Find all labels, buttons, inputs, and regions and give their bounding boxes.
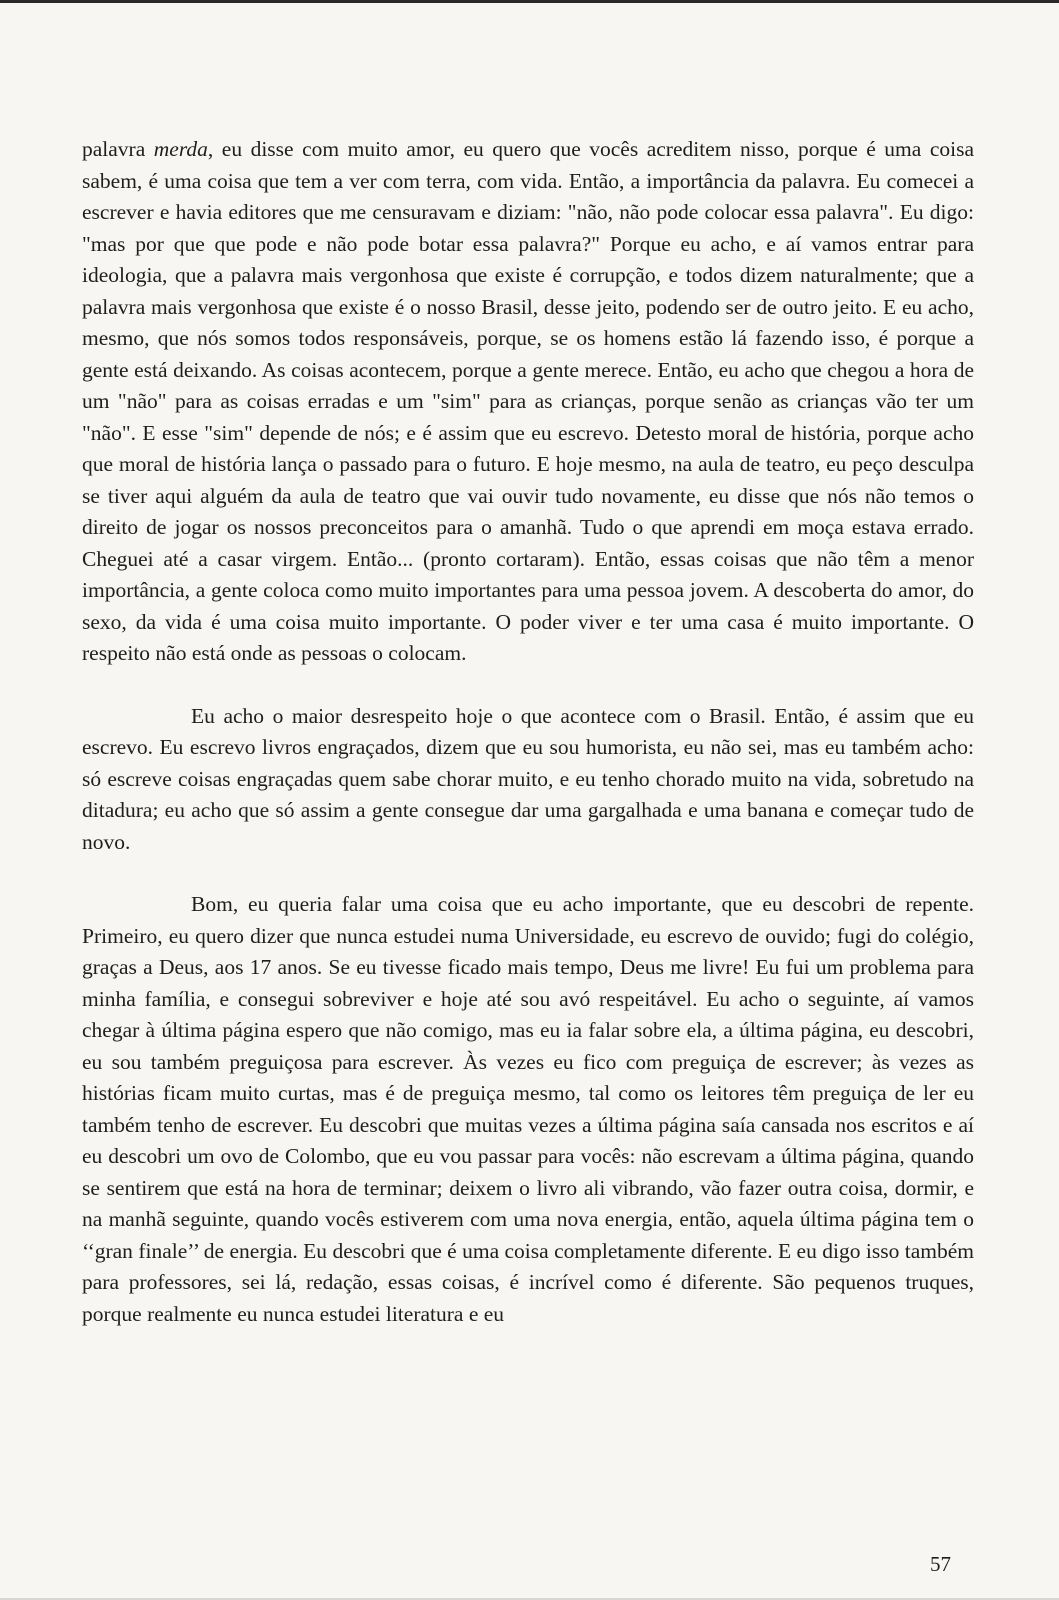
paragraph-1 — [82, 134, 974, 670]
paragraph-3: Bom, eu queria falar uma coisa que eu acho importante, que eu descobri de repente. Primeiro, eu quero dizer que nunca estudei numa Universidade, eu escrevo de ouvido; fugi do colégio, graças a Deus, aos 17 anos. Se eu tivesse ficado mais tempo, Deus me livre! Eu fui um problema para minha família, e consegui sobreviver e hoje até sou avó respeitável. Eu acho o seguinte, aí vamos chegar à última página espero que não comigo, mas eu ia falar sobre ela, a última página, eu descobri, eu sou também preguiçosa para escrever. Às vezes eu fico com preguiça de escrever; às vezes as histórias ficam muito curtas, mas é de preguiça mesmo, tal como os leitores têm preguiça de ler eu também tenho de escrever. Eu descobri que muitas vezes a última página saía cansada nos escritos e aí eu descobri um ovo de Colombo, que eu vou passar para vocês: não escrevam a última página, quando se sentirem que está na hora de terminar; deixem o livro ali vibrando, vão fazer outra coisa, dormir, e na manhã seguinte, quando vocês estiverem com uma nova energia, então, aquela última página tem o ‘‘gran finale’’ de energia. Eu descobri que é uma coisa completamente diferente. E eu digo isso também para professores, sei lá, redação, essas coisas, é incrível como é diferente. São pequenos truques, porque realmente eu nunca estudei literatura e eu — [82, 892, 974, 1326]
italic-word: merda — [153, 137, 208, 161]
paragraph-1-text: , eu disse com muito amor, eu quero que vocês acreditem nisso, porque é uma coisa sabem, é uma coisa que tem a ver com terra, com vida. Então, a importância da palavra. Eu comecei a escrever e havia editores que me censuravam e diziam: "não, não pode colocar essa palavra". Eu digo: "mas por que que pode e não pode botar essa palavra?" Porque eu acho, e aí vamos entrar para ideologia, que a palavra mais vergonhosa que existe é corrupção, e todos dizem naturalmente; que a palavra mais vergonhosa que existe é o nosso Brasil, desse jeito, podendo ser de outro jeito. E eu acho, mesmo, que nós somos todos responsáveis, porque, se os homens estão lá fazendo isso, é porque a gente está deixando. As coisas acontecem, porque a gente merece. Então, eu acho que chegou a hora de um "não" para as coisas erradas e um "sim" para as crianças, porque senão as crianças vão ter um "não". E esse "sim" depende de nós; e é assim que eu escrevo. Detesto moral de história, porque acho que moral de história lança o passado para o futuro. E hoje mesmo, na aula de teatro, eu peço desculpa se tiver aqui alguém da aula de teatro que vai ouvir tudo novamente, eu disse que nós não temos o direito de jogar os nossos preconceitos para o amanhã. Tudo o que aprendi em moça estava errado. Cheguei até a casar virgem. Então... (pronto cortaram). Então, essas coisas que não têm a menor importância, a gente coloca como muito importantes para uma pessoa jovem. A descoberta do amor, do sexo, da vida é uma coisa muito importante. O poder viver e ter uma casa é muito importante. O respeito não está onde as pessoas o colocam. — [82, 137, 974, 665]
page-body — [82, 134, 974, 1330]
paragraph-2: Eu acho o maior desrespeito hoje o que acontece com o Brasil. Então, é assim que eu escrevo. Eu escrevo livros engraçados, dizem que eu sou humorista, eu não sei, mas eu também acho: só escreve coisas engraçadas quem sabe chorar muito, e eu tenho chorado muito na vida, sobretudo na ditadura; eu acho que só assim a gente consegue dar uma gargalhada e uma banana e começar tudo de novo. — [82, 703, 974, 854]
top-scan-edge — [0, 0, 1059, 3]
paragraph-1-lead: palavra — [82, 137, 154, 161]
page-number: 57 — [930, 1552, 951, 1576]
